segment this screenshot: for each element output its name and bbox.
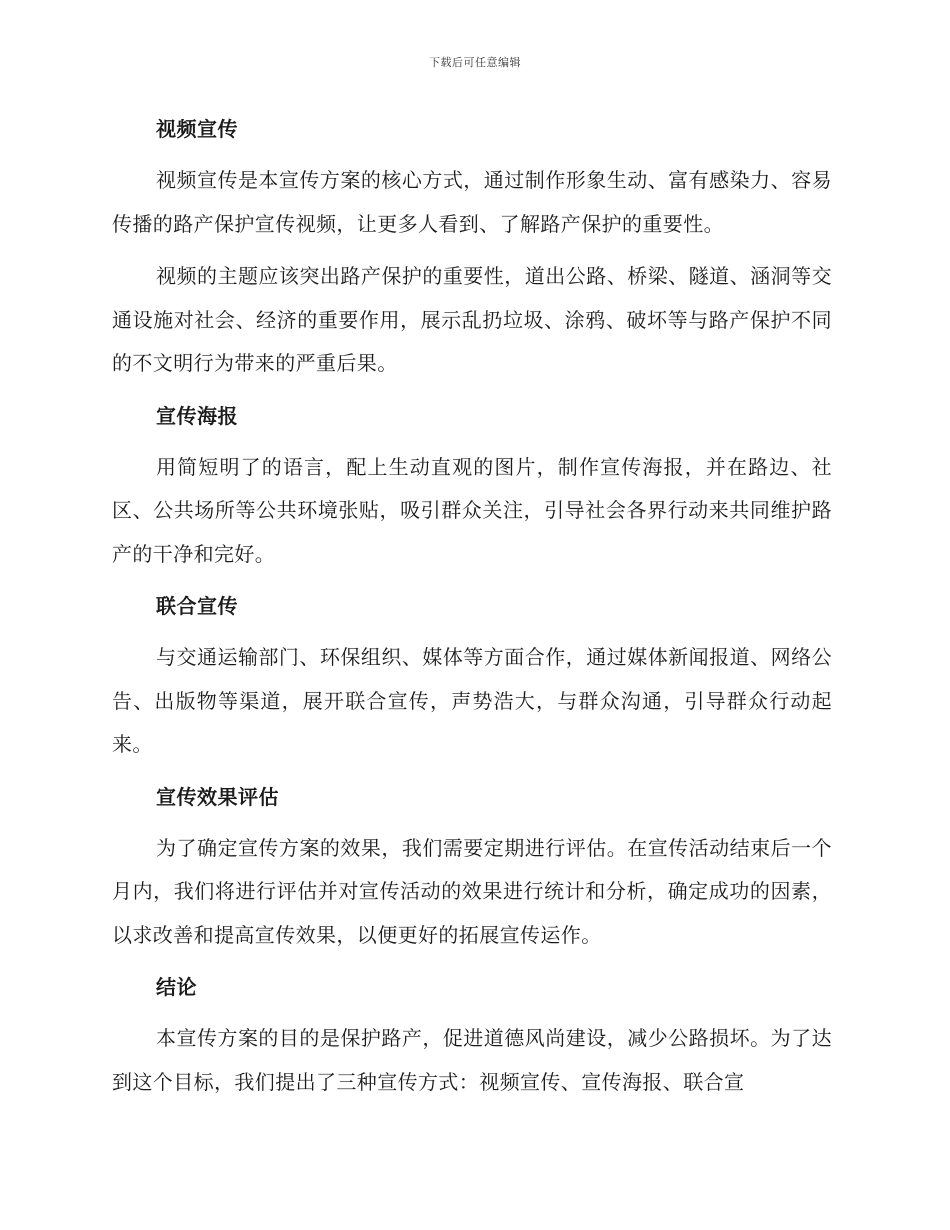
paragraph: 视频的主题应该突出路产保护的重要性，道出公路、桥梁、隧道、涵洞等交通设施对社会、经济的重要作用，展示乱扔垃圾、涂鸦、破坏等与路产保护不同的不文明行为带来的严重后果。 <box>112 264 832 375</box>
section-heading-joint: 联合宣传 <box>156 594 238 618</box>
paragraph: 本宣传方案的目的是保护路产，促进道德风尚建设，减少公路损坏。为了达到这个目标，我们提出了三种宣传方式：视频宣传、宣传海报、联合宣 <box>112 1026 832 1094</box>
section-heading-video: 视频宣传 <box>156 117 238 141</box>
page-header-note: 下载后可任意编辑 <box>429 56 521 69</box>
document-body <box>112 108 832 1104</box>
section-heading-conclusion: 结论 <box>156 975 197 999</box>
section-heading-evaluation: 宣传效果评估 <box>156 784 279 809</box>
section-heading-poster: 宣传海报 <box>156 403 238 428</box>
paragraph: 用简短明了的语言，配上生动直观的图片，制作宣传海报，并在路边、社区、公共场所等公共环境张贴，吸引群众关注，引导社会各界行动来共同维护路产的干净和完好。 <box>112 454 832 566</box>
paragraph: 为了确定宣传方案的效果，我们需要定期进行评估。在宣传活动结束后一个月内，我们将进行评估并对宣传活动的效果进行统计和分析，确定成功的因素，以求改善和提高宣传效果，以便更好的拓展宣传运作。 <box>112 835 832 947</box>
paragraph: 视频宣传是本宣传方案的核心方式，通过制作形象生动、富有感染力、容易传播的路产保护宣传视频，让更多人看到、了解路产保护的重要性。 <box>112 168 832 236</box>
paragraph: 与交通运输部门、环保组织、媒体等方面合作，通过媒体新闻报道、网络公告、出版物等渠道，展开联合宣传，声势浩大，与群众沟通，引导群众行动起来。 <box>112 645 832 756</box>
